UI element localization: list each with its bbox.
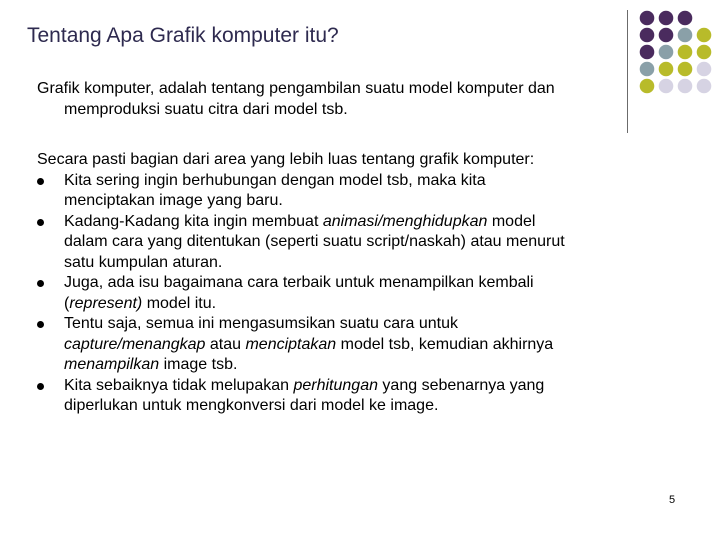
bullet-text: Juga, ada isu bagaimana cara terbaik untuk menampilkan kembali [64, 274, 534, 291]
bullet-text: yang sebenarnya yang [377, 376, 545, 394]
bullet-line [64, 232, 637, 253]
bullet-line [64, 294, 637, 315]
bullet-dot-icon [37, 219, 44, 226]
decor-dot [678, 62, 693, 77]
italic-term: menciptakan [245, 335, 337, 353]
bullet-text: Kita sering ingin berhubungan dengan model tsb, maka kita [64, 171, 486, 189]
italic-term: menampilkan [64, 356, 160, 373]
decor-dot [697, 62, 712, 77]
bullet-line [64, 212, 637, 233]
decor-dot [640, 62, 655, 77]
bullet-text: ( [64, 294, 70, 312]
bullet-text: atau [205, 335, 246, 353]
bullet-dot-icon [37, 321, 44, 328]
bullet-text: model tsb, kemudian akhirnya [336, 335, 554, 353]
bullet-text: dalam cara yang ditentukan (seperti suatu script/naskah) atau menurut [64, 233, 565, 250]
bullet-item [37, 376, 637, 417]
bullet-text: Kadang-Kadang kita ingin membuat [64, 212, 323, 230]
bullet-line [64, 171, 637, 192]
decor-dot [640, 45, 655, 60]
decor-dot [640, 28, 655, 43]
lead-text: Secara pasti bagian dari area yang lebih luas tentang grafik komputer: [37, 151, 535, 168]
intro-line-2: memproduksi suatu citra dari model tsb. [64, 101, 348, 118]
bullet-text: image tsb. [159, 356, 238, 373]
bullet-text: Tentu saja, semua ini mengasumsikan suatu cara untuk [64, 315, 458, 332]
decor-dot [678, 28, 693, 43]
bullet-item [37, 314, 637, 376]
italic-term: animasi/menghidupkan [322, 212, 488, 230]
decor-dot [659, 28, 674, 43]
intro-line-1: Grafik komputer, adalah tentang pengambilan suatu model komputer dan [37, 80, 555, 97]
bullet-list [37, 171, 637, 417]
bullet-dot-icon [37, 280, 44, 287]
decor-dot [697, 79, 712, 94]
decor-dot [640, 11, 655, 26]
bullet-item [37, 212, 637, 274]
bullet-text: model [487, 212, 536, 230]
bullet-item [37, 171, 637, 212]
decor-dot [678, 45, 693, 60]
bullet-line [64, 314, 637, 335]
slide-title: Tentang Apa Grafik komputer itu? [27, 24, 339, 47]
bullet-text: diperlukan untuk mengkonversi dari model ke image. [64, 397, 439, 414]
bullet-text: Kita sebaiknya tidak melupakan [64, 376, 294, 394]
bullet-line [64, 335, 637, 356]
bullet-line [64, 376, 637, 397]
decor-dot [659, 11, 674, 26]
bullet-line [64, 253, 637, 274]
content-body [37, 150, 637, 417]
decor-dot [659, 45, 674, 60]
bullet-text: model itu. [142, 294, 217, 312]
page-number: 5 [669, 494, 676, 506]
italic-term: capture/menangkap [64, 335, 206, 353]
bullet-item [37, 273, 637, 314]
bullet-line [64, 191, 637, 212]
bullet-line [64, 355, 637, 376]
decor-dot [697, 28, 712, 43]
decor-dot [659, 79, 674, 94]
italic-term: perhitungan [293, 376, 378, 394]
intro-paragraph [37, 78, 637, 120]
bullet-dot-icon [37, 178, 44, 185]
bullet-text: menciptakan image yang baru. [64, 192, 283, 209]
decor-dot [678, 11, 693, 26]
decor-dot [640, 79, 655, 94]
bullet-dot-icon [37, 383, 44, 390]
italic-term: represent) [69, 294, 143, 312]
decor-dot [697, 45, 712, 60]
bullet-line [64, 396, 637, 417]
decor-dot [678, 79, 693, 94]
bullet-text: satu kumpulan aturan. [64, 253, 223, 271]
bullet-line [64, 273, 637, 294]
decor-dot [659, 62, 674, 77]
